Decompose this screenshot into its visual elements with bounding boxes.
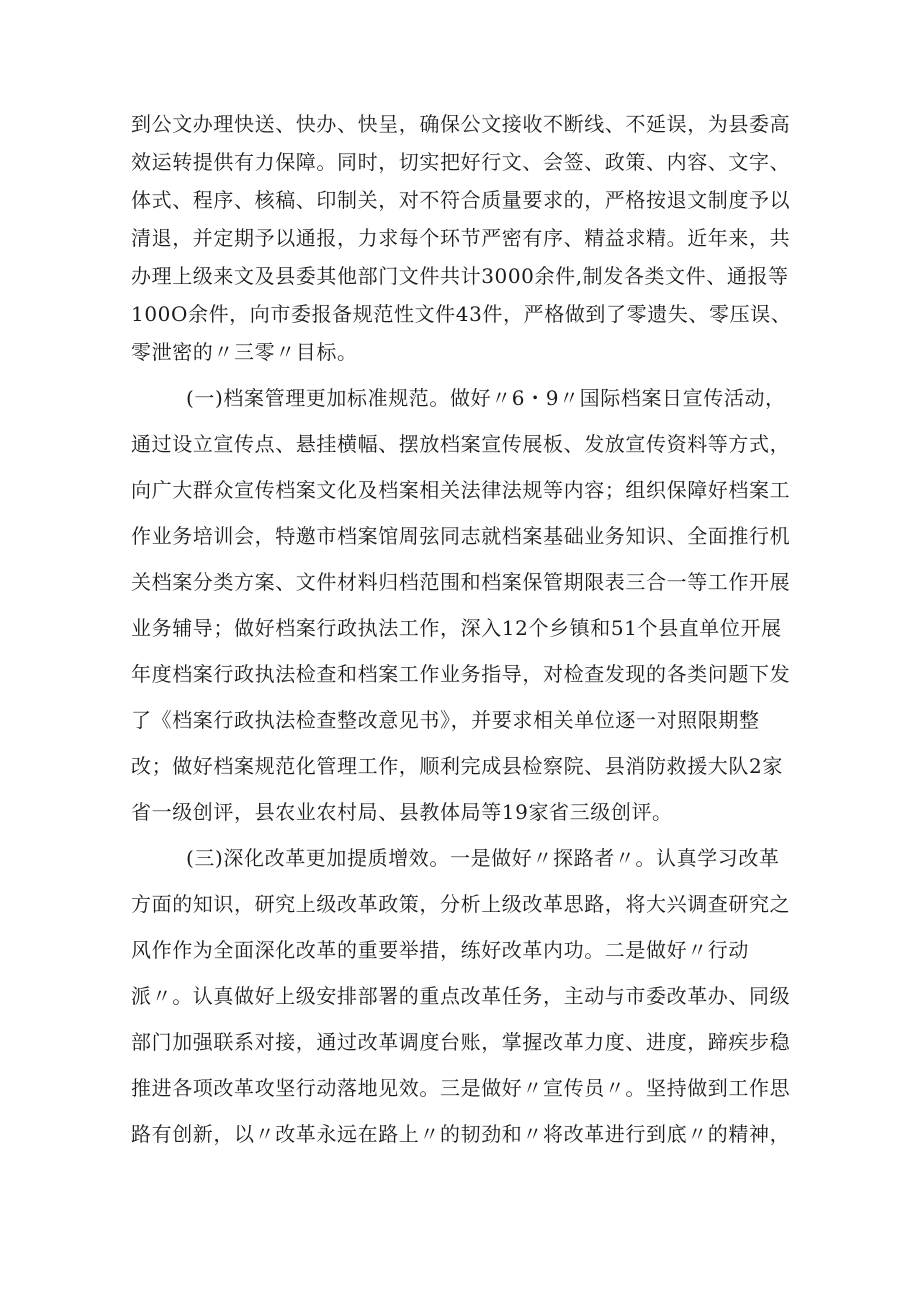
text-line: 零泄密的〃三零〃目标。 <box>131 340 358 364</box>
text-line: 关档案分类方案、文件材料归档范围和档案保管期限表三合一等工作开展 <box>131 570 791 594</box>
text-line: 风作作为全面深化改革的重要举措，练好改革内功。二是做好〃行动 <box>131 938 749 962</box>
text-line: 体式、程序、核稿、印制关，对不符合质量要求的，严格按退文制度予以 <box>131 188 791 212</box>
text-line: 省一级创评，县农业农村局、县教体局等19家省三级创评。 <box>131 800 673 824</box>
text-line: 作业务培训会，特邀市档案馆周弦同志就档案基础业务知识、全面推行机 <box>131 524 791 548</box>
text-line: 效运转提供有力保障。同时，切实把好行文、会签、政策、内容、文字、 <box>131 150 791 174</box>
text-line: 了《档案行政执法检查整改意见书》，并要求相关单位逐一对照限期整 <box>131 708 760 732</box>
text-line: 清退，并定期予以通报，力求每个环节严密有序、精益求精。近年来，共 <box>131 226 791 250</box>
text-line: 办理上级来文及县委其他部门文件共计3000余件,制发各类文件、通报等 <box>131 264 789 288</box>
paragraph-heading-reform: (三)深化改革更加提质增效。一是做好〃探路者〃。认真学习改革 <box>186 846 780 870</box>
text-line: 路有创新，以〃改革永远在路上〃的韧劲和〃将改革进行到底〃的精神， <box>131 1122 791 1146</box>
paragraph-heading-archives: (一)档案管理更加标准规范。做好〃6・9〃国际档案日宣传活动， <box>186 386 786 410</box>
text-line: 部门加强联系对接，通过改革调度台账，掌握改革力度、进度，蹄疾步稳 <box>131 1030 791 1054</box>
text-line: 方面的知识，研究上级改革政策，分析上级改革思路，将大兴调查研究之 <box>131 892 791 916</box>
text-line: 年度档案行政执法检查和档案工作业务指导，对检查发现的各类问题下发 <box>131 662 791 686</box>
text-line: 推进各项改革攻坚行动落地见效。三是做好〃宣传员〃。坚持做到工作思 <box>131 1076 791 1100</box>
text-line: 业务辅导；做好档案行政执法工作，深入12个乡镇和51个县直单位开展 <box>131 616 782 640</box>
text-line: 通过设立宣传点、悬挂横幅、摆放档案宣传展板、发放宣传资料等方式， <box>131 432 791 456</box>
text-line: 到公文办理快送、快办、快呈，确保公文接收不断线、不延误，为县委高 <box>131 112 791 136</box>
text-line: 向广大群众宣传档案文化及档案相关法律法规等内容；组织保障好档案工 <box>131 478 791 502</box>
text-line: 派〃。认真做好上级安排部署的重点改革任务，主动与市委改革办、同级 <box>131 984 791 1008</box>
text-line: 100O余件，向市委报备规范性文件43件，严格做到了零遗失、零压误、 <box>131 302 792 326</box>
text-line: 改；做好档案规范化管理工作，顺利完成县检察院、县消防救援大队2家 <box>131 754 783 778</box>
